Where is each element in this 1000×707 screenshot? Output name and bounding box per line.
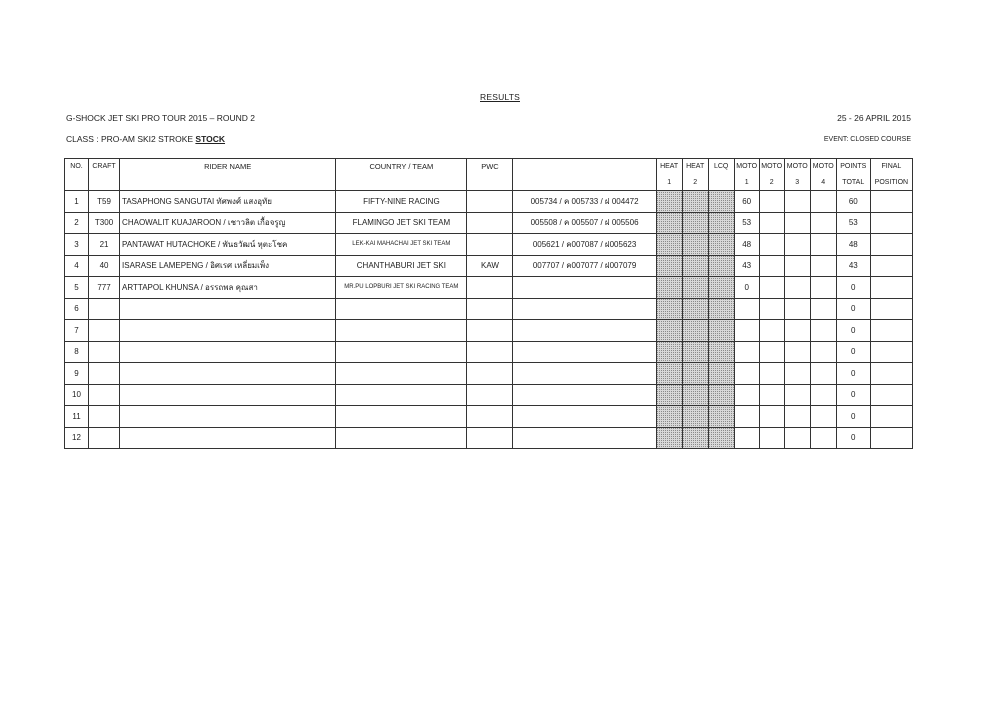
header-reg [513, 159, 656, 175]
header-pwc-cont [467, 174, 513, 191]
cell-heat1-shaded [656, 363, 682, 385]
cell-team: FLAMINGO JET SKI TEAM [336, 212, 467, 234]
cell-moto4 [810, 277, 836, 299]
header-moto1: MOTO [734, 159, 759, 175]
cell-moto3 [784, 427, 810, 449]
cell-total: 0 [836, 427, 870, 449]
cell-moto3 [784, 234, 810, 256]
cell-moto3 [784, 406, 810, 428]
header-points: POINTS [836, 159, 870, 175]
cell-rider: PANTAWAT HUTACHOKE / พันธวัฒน์ หุตะโชค [120, 234, 336, 256]
cell-craft: T300 [89, 212, 120, 234]
cell-registration [513, 277, 656, 299]
cell-moto1 [734, 298, 759, 320]
cell-moto1: 60 [734, 191, 759, 213]
cell-final [870, 384, 912, 406]
cell-moto2 [759, 363, 784, 385]
cell-moto4 [810, 298, 836, 320]
cell-moto4 [810, 320, 836, 342]
table-row [65, 277, 913, 299]
cell-moto3 [784, 277, 810, 299]
cell-lcq-shaded [708, 298, 734, 320]
cell-final [870, 298, 912, 320]
cell-lcq-shaded [708, 427, 734, 449]
header-no-cont [65, 174, 89, 191]
cell-team: LEK-KAI MAHACHAI JET SKI TEAM [336, 234, 467, 256]
cell-heat1-shaded [656, 341, 682, 363]
cell-registration: 007707 / ค007077 / ฝ007079 [513, 255, 656, 277]
cell-no: 1 [65, 191, 89, 213]
cell-no: 6 [65, 298, 89, 320]
cell-team: FIFTY-NINE RACING [336, 191, 467, 213]
cell-final [870, 212, 912, 234]
header-heat1: HEAT [656, 159, 682, 175]
cell-rider [120, 341, 336, 363]
class-label [66, 134, 225, 144]
header-heat2-number: 2 [682, 174, 708, 191]
cell-rider: ISARASE LAMEPENG / อิศเรศ เหลี่ยมเพ็ง [120, 255, 336, 277]
cell-moto1 [734, 363, 759, 385]
cell-lcq-shaded [708, 320, 734, 342]
cell-moto1 [734, 384, 759, 406]
cell-craft: 777 [89, 277, 120, 299]
header-pwc: PWC [467, 159, 513, 175]
cell-heat1-shaded [656, 427, 682, 449]
cell-rider [120, 298, 336, 320]
cell-moto2 [759, 255, 784, 277]
cell-team [336, 298, 467, 320]
cell-moto4 [810, 341, 836, 363]
cell-moto4 [810, 255, 836, 277]
cell-moto1: 43 [734, 255, 759, 277]
cell-craft [89, 384, 120, 406]
cell-no: 7 [65, 320, 89, 342]
cell-registration: 005508 / ค 005507 / ฝ 005506 [513, 212, 656, 234]
table-row [65, 191, 913, 213]
cell-final [870, 363, 912, 385]
cell-heat1-shaded [656, 191, 682, 213]
header-craft-cont [89, 174, 120, 191]
header-moto4-number: 4 [810, 174, 836, 191]
cell-moto4 [810, 234, 836, 256]
cell-moto1 [734, 320, 759, 342]
cell-moto1: 53 [734, 212, 759, 234]
cell-heat2-shaded [682, 320, 708, 342]
cell-final [870, 427, 912, 449]
cell-final [870, 255, 912, 277]
cell-pwc [467, 191, 513, 213]
cell-moto4 [810, 212, 836, 234]
cell-total: 0 [836, 298, 870, 320]
header-reg-cont [513, 174, 656, 191]
cell-total: 43 [836, 255, 870, 277]
cell-pwc [467, 363, 513, 385]
cell-registration [513, 298, 656, 320]
header-moto2: MOTO [759, 159, 784, 175]
header-row-bottom [65, 174, 913, 191]
cell-pwc [467, 341, 513, 363]
cell-heat2-shaded [682, 406, 708, 428]
cell-rider [120, 363, 336, 385]
cell-heat2-shaded [682, 363, 708, 385]
cell-team [336, 341, 467, 363]
cell-heat2-shaded [682, 277, 708, 299]
cell-total: 60 [836, 191, 870, 213]
table-row [65, 320, 913, 342]
cell-craft [89, 320, 120, 342]
cell-heat2-shaded [682, 384, 708, 406]
cell-total: 0 [836, 406, 870, 428]
cell-rider: CHAOWALIT KUAJAROON / เชาวลิต เกื้อจรูญ [120, 212, 336, 234]
cell-moto2 [759, 427, 784, 449]
cell-craft: 40 [89, 255, 120, 277]
cell-no: 9 [65, 363, 89, 385]
cell-heat1-shaded [656, 277, 682, 299]
cell-moto2 [759, 212, 784, 234]
header-moto1-number: 1 [734, 174, 759, 191]
cell-heat2-shaded [682, 212, 708, 234]
cell-moto2 [759, 320, 784, 342]
header-moto4: MOTO [810, 159, 836, 175]
cell-lcq-shaded [708, 212, 734, 234]
cell-heat2-shaded [682, 427, 708, 449]
cell-heat1-shaded [656, 234, 682, 256]
cell-no: 10 [65, 384, 89, 406]
cell-moto2 [759, 277, 784, 299]
table-row [65, 406, 913, 428]
class-strong: STOCK [195, 134, 226, 144]
cell-pwc [467, 406, 513, 428]
table-row [65, 363, 913, 385]
table-row [65, 212, 913, 234]
cell-moto3 [784, 341, 810, 363]
cell-moto3 [784, 363, 810, 385]
header-heat1-number: 1 [656, 174, 682, 191]
cell-registration: 005621 / ค007087 / ฝ005623 [513, 234, 656, 256]
cell-total: 53 [836, 212, 870, 234]
cell-moto1 [734, 406, 759, 428]
cell-no: 5 [65, 277, 89, 299]
cell-pwc [467, 234, 513, 256]
cell-lcq-shaded [708, 406, 734, 428]
table-row [65, 341, 913, 363]
cell-total: 0 [836, 341, 870, 363]
cell-craft: 21 [89, 234, 120, 256]
header-rider: RIDER NAME [120, 159, 336, 175]
cell-moto4 [810, 191, 836, 213]
cell-team [336, 363, 467, 385]
cell-moto3 [784, 320, 810, 342]
cell-total: 0 [836, 363, 870, 385]
cell-registration [513, 384, 656, 406]
cell-rider [120, 427, 336, 449]
cell-registration [513, 427, 656, 449]
cell-lcq-shaded [708, 277, 734, 299]
cell-rider [120, 406, 336, 428]
cell-rider: TASAPHONG SANGUTAI ทัศพงศ์ แสงอุทัย [120, 191, 336, 213]
cell-team [336, 406, 467, 428]
cell-rider [120, 384, 336, 406]
cell-heat2-shaded [682, 255, 708, 277]
event-date: 25 - 26 APRIL 2015 [837, 113, 911, 123]
cell-craft [89, 341, 120, 363]
cell-lcq-shaded [708, 384, 734, 406]
cell-rider [120, 320, 336, 342]
results-table [64, 158, 913, 449]
cell-pwc: KAW [467, 255, 513, 277]
cell-final [870, 406, 912, 428]
cell-heat1-shaded [656, 298, 682, 320]
cell-registration [513, 320, 656, 342]
cell-moto3 [784, 384, 810, 406]
cell-no: 2 [65, 212, 89, 234]
cell-pwc [467, 212, 513, 234]
cell-craft [89, 427, 120, 449]
cell-team: MR.PU LOPBURI JET SKI RACING TEAM [336, 277, 467, 299]
header-final: FINAL [870, 159, 912, 175]
table-row [65, 298, 913, 320]
header-team-cont [336, 174, 467, 191]
cell-craft [89, 406, 120, 428]
cell-moto4 [810, 406, 836, 428]
cell-moto1 [734, 341, 759, 363]
header-final-position: POSITION [870, 174, 912, 191]
header-points-total: TOTAL [836, 174, 870, 191]
cell-heat1-shaded [656, 212, 682, 234]
header-lcq: LCQ [708, 159, 734, 175]
header-lcq-cont [708, 174, 734, 191]
cell-pwc [467, 320, 513, 342]
cell-lcq-shaded [708, 234, 734, 256]
cell-moto1: 48 [734, 234, 759, 256]
cell-no: 3 [65, 234, 89, 256]
cell-lcq-shaded [708, 255, 734, 277]
cell-moto3 [784, 255, 810, 277]
event-name: G-SHOCK JET SKI PRO TOUR 2015 – ROUND 2 [66, 113, 255, 123]
cell-craft: T59 [89, 191, 120, 213]
header-craft: CRAFT [89, 159, 120, 175]
cell-registration [513, 341, 656, 363]
cell-pwc [467, 298, 513, 320]
table-row [65, 384, 913, 406]
cell-heat2-shaded [682, 234, 708, 256]
table-row [65, 234, 913, 256]
cell-final [870, 277, 912, 299]
header-no: NO. [65, 159, 89, 175]
cell-moto2 [759, 384, 784, 406]
cell-total: 0 [836, 277, 870, 299]
cell-moto4 [810, 384, 836, 406]
cell-registration: 005734 / ค 005733 / ฝ 004472 [513, 191, 656, 213]
cell-final [870, 320, 912, 342]
cell-craft [89, 363, 120, 385]
cell-heat2-shaded [682, 191, 708, 213]
header-moto2-number: 2 [759, 174, 784, 191]
cell-lcq-shaded [708, 341, 734, 363]
cell-pwc [467, 277, 513, 299]
header-row-top [65, 159, 913, 175]
cell-heat2-shaded [682, 298, 708, 320]
cell-heat1-shaded [656, 384, 682, 406]
cell-moto1: 0 [734, 277, 759, 299]
cell-craft [89, 298, 120, 320]
cell-rider: ARTTAPOL KHUNSA / อรรถพล คุณสา [120, 277, 336, 299]
cell-registration [513, 406, 656, 428]
cell-final [870, 341, 912, 363]
cell-moto4 [810, 427, 836, 449]
cell-heat1-shaded [656, 320, 682, 342]
cell-team [336, 427, 467, 449]
cell-final [870, 191, 912, 213]
header-rider-cont [120, 174, 336, 191]
cell-moto2 [759, 341, 784, 363]
course-label: EVENT: CLOSED COURSE [823, 136, 911, 143]
cell-moto3 [784, 298, 810, 320]
cell-registration [513, 363, 656, 385]
cell-moto1 [734, 427, 759, 449]
cell-total: 0 [836, 320, 870, 342]
page-title: RESULTS [480, 92, 520, 102]
header-team: COUNTRY / TEAM [336, 159, 467, 175]
cell-total: 0 [836, 384, 870, 406]
cell-lcq-shaded [708, 363, 734, 385]
cell-moto3 [784, 212, 810, 234]
header-moto3-number: 3 [784, 174, 810, 191]
cell-pwc [467, 427, 513, 449]
cell-final [870, 234, 912, 256]
cell-moto2 [759, 406, 784, 428]
header-moto3: MOTO [784, 159, 810, 175]
cell-moto3 [784, 191, 810, 213]
cell-pwc [467, 384, 513, 406]
cell-no: 11 [65, 406, 89, 428]
cell-team: CHANTHABURI JET SKI [336, 255, 467, 277]
header-heat2: HEAT [682, 159, 708, 175]
cell-no: 12 [65, 427, 89, 449]
cell-heat1-shaded [656, 406, 682, 428]
table-row [65, 255, 913, 277]
cell-no: 4 [65, 255, 89, 277]
cell-moto4 [810, 363, 836, 385]
cell-moto2 [759, 298, 784, 320]
cell-no: 8 [65, 341, 89, 363]
cell-moto2 [759, 234, 784, 256]
table-row [65, 427, 913, 449]
cell-heat1-shaded [656, 255, 682, 277]
cell-moto2 [759, 191, 784, 213]
cell-team [336, 384, 467, 406]
cell-heat2-shaded [682, 341, 708, 363]
cell-lcq-shaded [708, 191, 734, 213]
cell-total: 48 [836, 234, 870, 256]
cell-team [336, 320, 467, 342]
class-prefix: CLASS : PRO-AM SKI2 STROKE [66, 134, 196, 144]
